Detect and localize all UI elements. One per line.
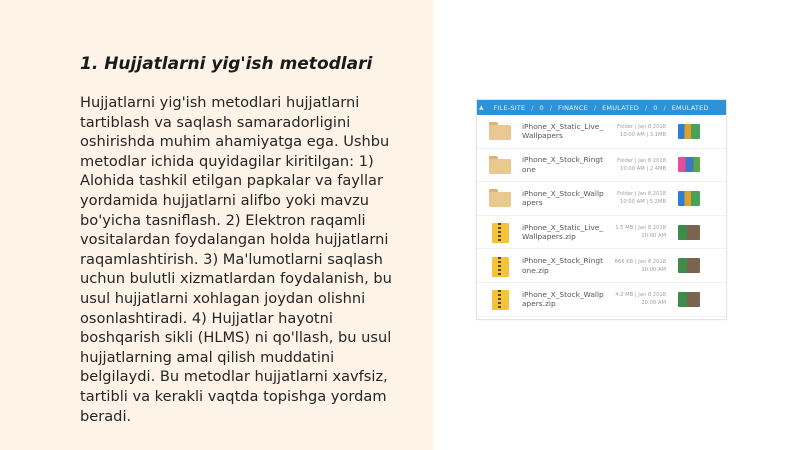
file-meta-line: 1.5 MB | Jan 8 2018 xyxy=(615,225,666,232)
image-thumbnail xyxy=(678,124,700,139)
file-meta-line: 4.2 MB | Jan 8 2018 xyxy=(615,292,666,299)
path-separator: / xyxy=(593,103,597,112)
file-meta-line: 866 KB | Jan 8 2018 xyxy=(614,258,666,265)
file-meta-line: 10:00 AM xyxy=(641,233,666,240)
file-row xyxy=(477,182,726,216)
file-row xyxy=(477,149,726,183)
path-crumb: EMULATED xyxy=(602,103,639,112)
image-thumbnail xyxy=(678,292,700,307)
path-separator: / xyxy=(549,103,553,112)
up-arrow-icon: ▲ xyxy=(479,104,484,111)
file-row xyxy=(477,216,726,250)
path-crumb: 0 xyxy=(653,103,658,112)
zip-file-icon xyxy=(489,257,511,275)
image-thumbnail xyxy=(678,225,700,240)
file-name: iPhone_X_Stock_Ringtone.zip xyxy=(522,256,604,275)
file-meta-line: Folder | Jan 8 2018 xyxy=(617,191,666,198)
file-manager-screenshot xyxy=(476,99,727,320)
path-crumb: 0 xyxy=(539,103,544,112)
path-crumb: FILE-SITE xyxy=(493,103,526,112)
zip-file-icon xyxy=(489,223,511,241)
folder-icon xyxy=(489,122,511,140)
file-row xyxy=(477,283,726,317)
file-meta-line: Folder | Jan 8 2018 xyxy=(617,124,666,131)
file-name: iPhone_X_Static_Live_Wallpapers.zip xyxy=(522,222,604,242)
file-meta-line: 10:00 AM | 3.1MB xyxy=(620,132,666,139)
zip-file-icon xyxy=(489,290,511,308)
path-separator: / xyxy=(663,103,666,112)
file-name: iPhone_X_Static_Live_Wallpapers xyxy=(522,121,604,141)
path-separator: / xyxy=(644,103,648,112)
path-bar xyxy=(477,100,726,115)
path-separator: / xyxy=(531,103,534,112)
file-meta xyxy=(606,190,666,206)
file-meta xyxy=(606,258,666,274)
path-crumb: FINANCE xyxy=(558,103,588,112)
file-meta xyxy=(606,157,666,173)
section-heading: 1. Hujjatlarni yig'ish metodlari xyxy=(80,54,373,74)
section-paragraph: Hujjatlarni yig'ish metodlari hujjatlarni tartiblash va saqlash samaradorligini oshirishda muhim ahamiyatga ega. Ushbu metodlar ichida quyidagilar kiritilgan: 1) Alohida tashkil etilgan papkalar va fayllar yordamida hujjatlarni alifbo yoki mavzu bo'yicha tasniflash. 2) Elektron raqamli vositalardan foydalangan holda hujjatlarni raqamlashtirish. 3) Ma'lumotlarni saqlash uchun bulutli xizmatlardan foydalanish, bu usul hujjatlarni xohlagan joydan olishni osonlashtiradi. 4) Hujjatlar hayotni boshqarish sikli (HLMS) ni qo'llash, bu usul hujjatlarning amal qilish muddatini belgilaydi. Bu metodlar hujjatlarni xavfsiz, tartibli va kerakli vaqtda topishga yordam beradi. xyxy=(80,94,392,425)
file-list xyxy=(477,115,726,317)
file-name: iPhone_X_Stock_Wallpapers.zip xyxy=(522,289,604,309)
file-meta xyxy=(606,224,666,240)
image-thumbnail xyxy=(678,191,700,206)
file-name: iPhone_X_Stock_Ringtone xyxy=(522,155,604,174)
file-meta-line: Folder | Jan 8 2018 xyxy=(617,157,666,164)
file-meta-line: 10:00 AM xyxy=(641,266,666,273)
file-row xyxy=(477,115,726,149)
file-meta xyxy=(606,291,666,307)
file-meta-line: 10:00 AM xyxy=(641,300,666,307)
file-meta-line: 10:00 AM | 5.2MB xyxy=(620,199,666,206)
image-thumbnail xyxy=(678,157,700,172)
folder-icon xyxy=(489,156,511,174)
image-thumbnail xyxy=(678,258,700,273)
folder-icon xyxy=(489,189,511,207)
file-meta xyxy=(606,123,666,139)
file-row xyxy=(477,249,726,283)
file-name: iPhone_X_Stock_Wallpapers xyxy=(522,189,604,208)
file-meta-line: 10:00 AM | 2.4MB xyxy=(620,165,666,172)
path-crumb: EMULATED xyxy=(671,103,709,112)
